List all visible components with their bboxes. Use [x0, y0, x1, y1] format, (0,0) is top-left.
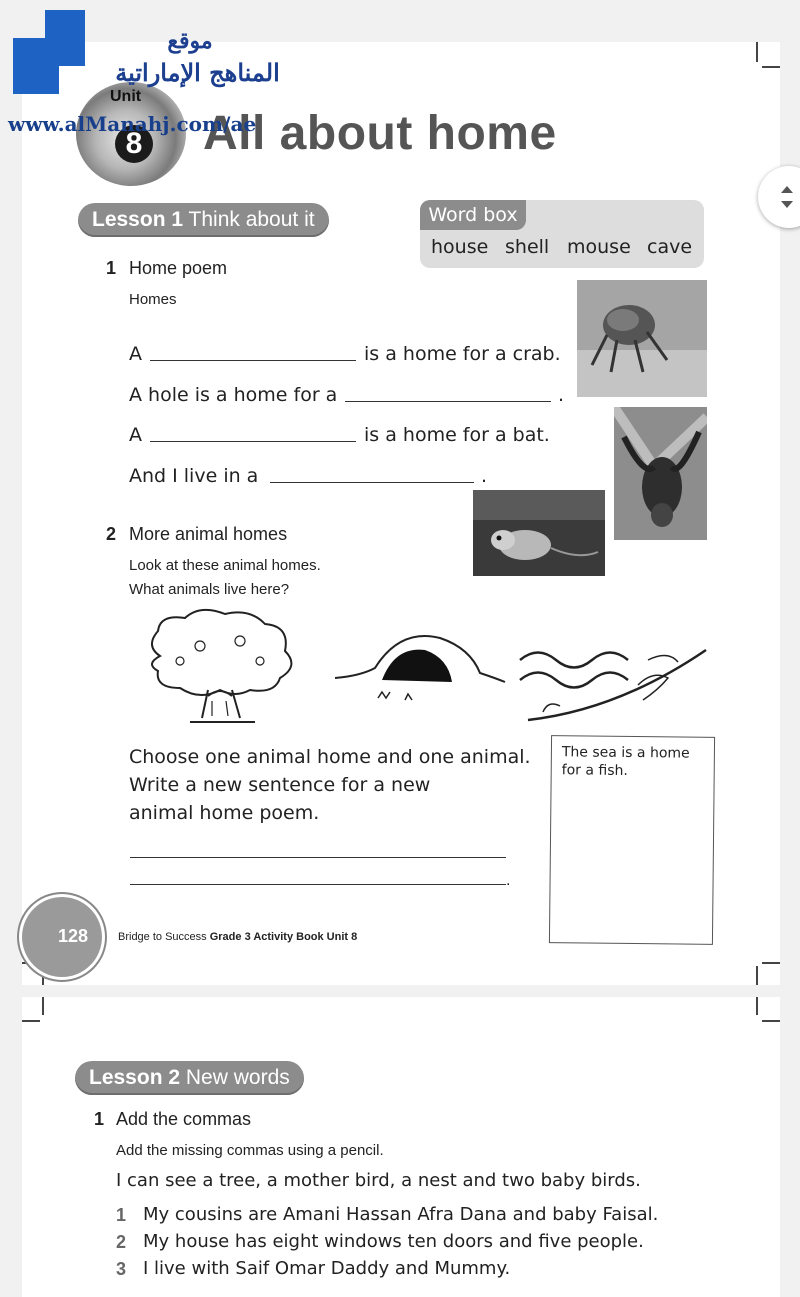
page-number: 128	[58, 926, 89, 946]
logo-square	[45, 38, 85, 66]
poem-line-2-end: .	[558, 384, 565, 406]
crop-mark	[762, 66, 780, 68]
crop-mark	[22, 1020, 40, 1022]
poem-line-4-end: .	[481, 465, 488, 487]
comma-item-text: My house has eight windows ten doors and five people.	[143, 1231, 644, 1252]
unit-title: All about home	[203, 107, 557, 160]
poem-blank-4[interactable]	[270, 482, 474, 483]
word-box-title: Word box	[420, 200, 526, 230]
poem-line-3-end: is a home for a bat.	[364, 424, 550, 446]
answer-line-1[interactable]	[130, 857, 506, 858]
bat-illustration	[614, 407, 707, 540]
word-box-word: cave	[647, 236, 693, 258]
poem-line-3-start: A	[129, 424, 142, 446]
comma-example: I can see a tree, a mother bird, a nest and two baby birds.	[116, 1170, 641, 1191]
poem-line-2-start: A hole is a home for a	[129, 384, 338, 406]
comma-item-text: My cousins are Amani Hassan Afra Dana and baby Faisal.	[143, 1204, 659, 1225]
unit-label: Unit	[110, 88, 142, 105]
lesson-2-exercise-title: Add the commas	[116, 1109, 252, 1129]
sea-drawing	[518, 640, 708, 728]
watermark-arabic-bottom: المناهج الإماراتية	[115, 58, 280, 87]
crop-mark	[756, 966, 758, 985]
lesson-2-instruction: Add the missing commas using a pencil.	[116, 1142, 384, 1159]
task-line-3: animal home poem.	[129, 802, 320, 824]
lesson-2-pill	[75, 1061, 304, 1095]
exercise-2-instruction-2: What animals live here?	[129, 581, 290, 598]
word-box-word: mouse	[567, 236, 631, 258]
exercise-1-title: Home poem	[129, 258, 228, 278]
watermark-arabic-top: موقع	[167, 28, 213, 54]
poem-line-4-start: And I live in a	[129, 465, 259, 487]
watermark-url: www.alManahj.com/ae	[8, 112, 257, 136]
comma-item-number: 3	[116, 1259, 127, 1279]
crop-mark	[756, 42, 758, 62]
crop-mark	[762, 962, 780, 964]
tree-drawing	[140, 606, 300, 728]
example-note	[549, 735, 715, 945]
comma-item-text: I live with Saif Omar Daddy and Mummy.	[143, 1258, 511, 1279]
task-line-1: Choose one animal home and one animal.	[129, 746, 531, 768]
lesson-2-name: New words	[185, 1066, 290, 1089]
poem-title: Homes	[129, 291, 177, 308]
comma-item-number: 2	[116, 1232, 127, 1252]
scroll-arrows-icon	[780, 184, 794, 210]
crop-mark	[42, 997, 44, 1015]
comma-item-number: 1	[116, 1205, 127, 1225]
poem-blank-3[interactable]	[150, 441, 356, 442]
mouse-photo	[473, 490, 605, 576]
poem-line-1-start: A	[129, 343, 142, 365]
exercise-1-number: 1	[106, 258, 117, 278]
poem-blank-2[interactable]	[345, 401, 551, 402]
footer-series: Bridge to Success	[118, 931, 207, 943]
poem-line-1-end: is a home for a crab.	[364, 343, 561, 365]
unit-number: 8	[115, 125, 153, 163]
crab-photo	[577, 280, 707, 397]
lesson-2-number: Lesson 2	[89, 1066, 181, 1089]
lesson-1-number: Lesson 1	[92, 208, 184, 231]
answer-line-2[interactable]	[130, 884, 506, 885]
footer-text	[118, 931, 357, 943]
lesson-1-name: Think about it	[188, 208, 315, 231]
exercise-2-instruction-1: Look at these animal homes.	[129, 557, 321, 574]
word-box-word: shell	[505, 236, 550, 258]
exercise-2-number: 2	[106, 524, 117, 544]
cave-drawing	[330, 628, 510, 708]
task-line-2: Write a new sentence for a new	[129, 774, 431, 796]
word-box-word: house	[431, 236, 489, 258]
poem-blank-1[interactable]	[150, 360, 356, 361]
crop-mark	[756, 997, 758, 1015]
crab-illustration	[577, 280, 707, 397]
note-line-1: The sea is a home	[561, 744, 690, 762]
lesson-1-pill	[78, 203, 329, 237]
answer-period: .	[506, 872, 511, 889]
note-line-2: for a fish.	[561, 762, 628, 779]
crop-mark	[762, 1020, 780, 1022]
mouse-illustration	[473, 490, 605, 576]
exercise-2-title: More animal homes	[129, 524, 288, 544]
footer-book: Grade 3 Activity Book Unit 8	[209, 931, 358, 943]
lesson-2-exercise-number: 1	[94, 1109, 105, 1129]
bat-photo	[614, 407, 707, 540]
